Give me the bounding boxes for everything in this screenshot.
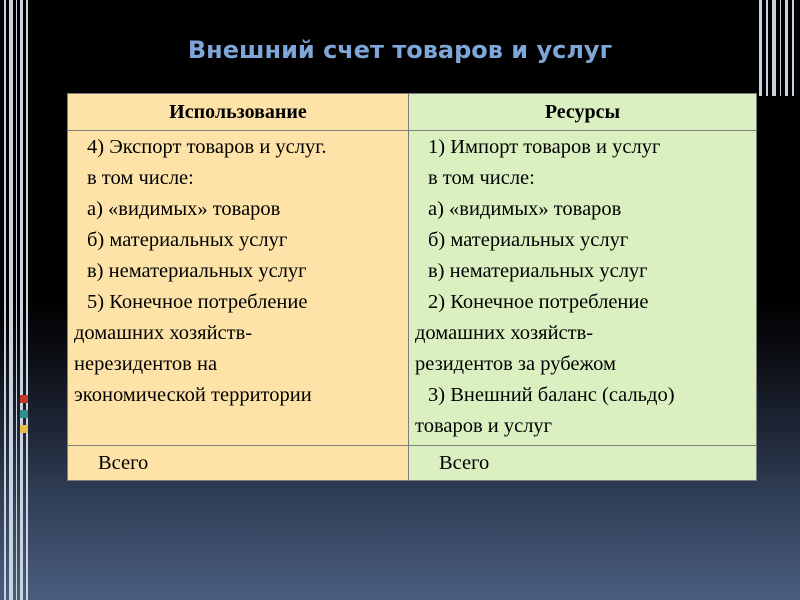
resources-line-item: домашних хозяйств- bbox=[415, 322, 594, 344]
account-table bbox=[67, 93, 757, 481]
uses-line-item: нерезидентов на bbox=[74, 353, 218, 375]
resources-line-item: 3) Внешний баланс (сальдо) bbox=[428, 384, 675, 406]
uses-line-item: в том числе: bbox=[87, 167, 194, 189]
uses-line-item: б) материальных услуг bbox=[87, 229, 288, 251]
resources-cell bbox=[409, 131, 757, 446]
uses-header: Использование bbox=[68, 94, 409, 131]
header-row bbox=[68, 94, 757, 131]
uses-line-item: домашних хозяйств- bbox=[74, 322, 253, 344]
resources-line-item: товаров и услуг bbox=[415, 415, 553, 437]
resources-line-item: резидентов за рубежом bbox=[415, 353, 616, 375]
resources-line-item: в) нематериальных услуг bbox=[428, 260, 648, 282]
left-decor-stripes bbox=[0, 0, 30, 600]
total-row bbox=[68, 446, 757, 481]
resources-line-item: 2) Конечное потребление bbox=[428, 291, 649, 313]
resources-header: Ресурсы bbox=[409, 94, 757, 131]
resources-line-item: 1) Импорт товаров и услуг bbox=[428, 136, 661, 158]
uses-line-item: 4) Экспорт товаров и услуг. bbox=[87, 136, 327, 158]
accent-bars bbox=[20, 395, 30, 440]
uses-total: Всего bbox=[68, 446, 409, 481]
resources-line-item: а) «видимых» товаров bbox=[428, 198, 622, 220]
uses-line-item: 5) Конечное потребление bbox=[87, 291, 308, 313]
uses-line-item: в) нематериальных услуг bbox=[87, 260, 307, 282]
uses-list bbox=[68, 131, 408, 445]
resources-total: Всего bbox=[409, 446, 757, 481]
slide-title: Внешний счет товаров и услуг bbox=[187, 36, 613, 64]
uses-cell bbox=[68, 131, 409, 446]
resources-list bbox=[409, 131, 756, 445]
resources-line-item: в том числе: bbox=[428, 167, 535, 189]
uses-line-item: а) «видимых» товаров bbox=[87, 198, 281, 220]
items-row bbox=[68, 131, 757, 446]
uses-line-item: экономической территории bbox=[74, 384, 312, 406]
resources-line-item: б) материальных услуг bbox=[428, 229, 629, 251]
